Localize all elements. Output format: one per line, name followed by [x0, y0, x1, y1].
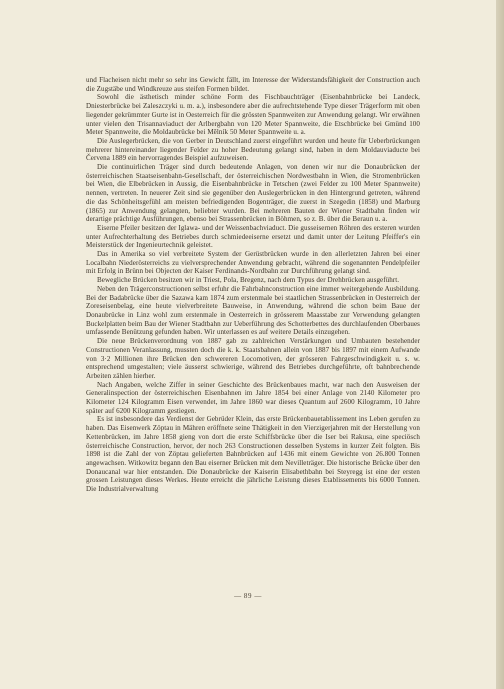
paragraph: Bewegliche Brücken besitzen wir in Triest, Pola, Bregenz, nach dem Typus der Drehbrücken ausgeführt. — [97, 276, 400, 285]
paragraph: Eiserne Pfeiler besitzen der Iglawa- und der Weissenbachviaduct. Die gusseisernen Röhren des ersteren wurden unter Aufrechterhaltung des Betriebes durch schmiedeeiserne ersetzt und damit unter der Leitung Pfeiffer's ein Meisterstück der Ingenieurtechnik geleistet. — [86, 223, 420, 250]
body-text — [86, 76, 420, 494]
page-number: — 89 — — [234, 592, 262, 600]
paragraph: und Flacheisen nicht mehr so sehr ins Gewicht fällt, im Interesse der Widerstandsfähigkeit der Construction auch die Zugstäbe und Windkreuze aus steifen Formen bildet. — [86, 76, 420, 93]
paragraph: Nach Angaben, welche Ziffer in seiner Geschichte des Brückenbaues macht, war nach den Ausweisen der Generalinspection der österreichischen Eisenbahnen im Jahre 1854 bei einer Anlage von 2140 Kilometer pro Kilometer 124 Kilogramm Eisen verwendet, im Jahre 1860 war dieses Quantum auf 2600 Kilogramm, 10 Jahre später auf 6200 Kilogramm gestiegen. — [86, 380, 420, 415]
paragraph: Die continuirlichen Träger sind durch bedeutende Anlagen, von denen wir nur die Donaubrücken der österreichischen Staatseisenbahn-Gesellschaft, der österreichischen Nordwestbahn in Wien, die Stromenbrücken bei Wien, die Elbebrücken in Aussig, die Eisenbahnbrücke in Tetschen (zwei Felder zu 100 Meter Spannweite) nennen, vertreten. In neuerer Zeit sind sie gegenüber den Auslegerbrücken in den Hintergrund getreten, während die das Schönheitsgefühl am meisten befriedigenden Bogenträger, die zuerst in Szegedin (1858) und Marburg (1865) zur Anwendung gelangten, beliebter wurden. Bei mehreren Bauten der Wiener Stadtbahn finden wir derartige prächtige Ausführungen, ebenso bei Strassenbrücken in Böhmen, so z. B. über die Beraun u. a. — [86, 163, 420, 224]
page-edge — [496, 0, 504, 689]
paragraph: Die Auslegerbrücken, die von Gerber in Deutschland zuerst eingeführt wurden und heute für Ueberbrückungen mehrerer hintereinander liegender Felder zu hoher Bedeutung gelangt sind, haben in dem Moldauviaducte bei Červena 1889 ein hervorragendes Beispiel aufzuweisen. — [86, 136, 420, 163]
paragraph: Das in Amerika so viel verbreitete System der Gerüstbrücken wurde in den allerletzten Jahren bei einer Localbahn Niederösterreichs zu vielversprechender Anwendung gebracht, während die sogenannten Pendelpfeiler mit Erfolg in Brünn bei Objecten der Kaiser Ferdinands-Nordbahn zur Durchführung gelangt sind. — [86, 250, 420, 276]
paragraph: Sowohl die ästhetisch minder schöne Form des Fischbauchträger (Eisenbahnbrücke bei Landeck, Dniesterbrücke bei Zaleszczyki u. m. a.), insbesondere aber die aufrechtstehende Type dieser Trägerform mit oben liegender gekrümmter Gurte ist in Oesterreich für die grössten Spannweiten zur Anwendung gelangt. Wir erwähnen unter vielen den Trisannaviaduct der Arlbergbahn von 120 Meter Spannweite, die Etschbrücke bei Gmünd 100 Meter Spannweite, die Moldaubrücke bei Mělník 50 Meter Spannweite u. a. — [86, 93, 420, 137]
paragraph: Die neue Brückenverordnung von 1887 gab zu zahlreichen Verstärkungen und Umbauten bestehender Constructionen Veranlassung, mussten doch die k. k. Staatsbahnen allein von 1887 bis 1897 mit einem Aufwande von 3·2 Millionen ihre Brücken den schwereren Locomotiven, der grösseren Fahrgeschwindigkeit u. s. w. entsprechend umgestalten; viele äusserst schwierige, während des Betriebes durchgeführte, oft bahnbrechende Arbeiten zählen hierher. — [86, 337, 420, 380]
paragraph: Neben den Trägerconstructionen selbst erfuhr die Fahrbahnconstruction eine immer weitergehende Ausbildung. Bei der Badabrücke über die Sazawa kam 1874 zum erstenmale bei staatlichen Strassenbrücken in Oesterreich der Zoreseisenbelag, eine heute vielverbreitete Bauweise, in Anwendung, während die schon beim Baue der Donaubrücke in Linz wohl zum erstenmale in Oesterreich in grösserem Maasstabe zur Verwendung gelangten Buckelplatten beim Bau der Wiener Stadtbahn zur Ueberführung des Schotterbettes des durchlaufenden Oberbaues umfassende Benützung gefunden haben. Wir unterlassen es auf weitere Details einzugehen. — [86, 284, 420, 337]
paragraph: Es ist insbesondere das Verdienst der Gebrüder Klein, das erste Brückenbauetablissement ins Leben gerufen zu haben. Das Eisenwerk Zöptau in Mähren eröffnete seine Thätigkeit in den Vierzigerjahren mit der Herstellung von Kettenbrücken, im Jahre 1858 gieng von dort die erste Schiffsbrücke über die Iser bei Rakusa, eine speciösch österreichische Construction, hervor, der noch 263 Constructionen desselben Systems in kurzer Zeit folgten. Bis 1898 ist die Zahl der von Zöptau gelieferten Bahnbrücken auf 1436 mit einem Gewichte von 26.800 Tonnen angewachsen. Witkowitz begann den Bau eiserner Brücken mit dem Nevilleträger. Die historische Brücke über den Donaucanal war hier entstanden. Die Donaubrücke der Kaiserin Elisabethbahn bei Steyregg ist eine der ersten grossen Leistungen dieses Werkes. Heute erreicht die jährliche Leistung dieses Etablissements bis 6000 Tonnen. Die Industrialverwaltung — [86, 415, 420, 494]
